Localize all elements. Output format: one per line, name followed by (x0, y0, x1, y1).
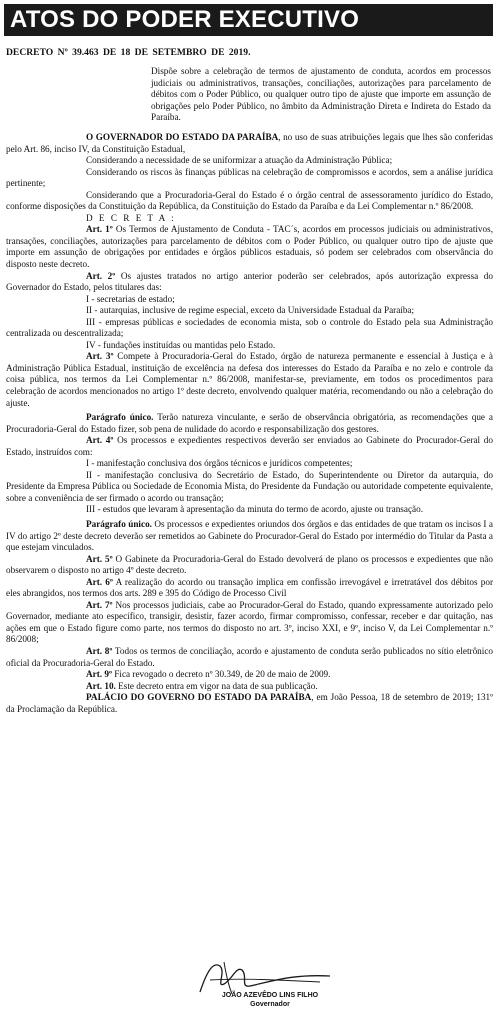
paragraph-label: Parágrafo único. (86, 412, 154, 423)
article-6 (6, 577, 493, 600)
article-label: Art. 6º (86, 576, 113, 587)
article-label: Art. 8º (86, 646, 113, 657)
article-text: Fica revogado o decreto nº 30.349, de 20 de maio de 2009. (112, 669, 331, 680)
document-page (6, 40, 493, 715)
article-text: Os Termos de Ajustamento de Conduta - TAC´s, acordos em processos judiciais ou administrativos, transações, conciliações, autorizações para parcelamento de débitos com o Poder Público, ou qualquer outro tipo de ajuste que importe em assunção de obrigações por entidades e órgãos públicos estaduais, só podem ser celebrados com observância do disposto neste decreto. (6, 224, 493, 269)
article-2-item-i: I - secretarias de estado; (86, 293, 175, 304)
article-4-item-ii: II - manifestação conclusiva do Secretário de Estado, do Superintendente ou Diretor da autarquia, do Presidente da Empresa Pública ou Sociedade de Economia Mista, do Presidente da Fundação ou autoridade competente equivalente, sobre a conveniência de ser firmado o acordo ou transação; (6, 469, 493, 503)
article-label: Art. 7º (86, 599, 113, 610)
signatory-role: Governador (250, 1001, 290, 1008)
article-label: Art. 2º (86, 270, 116, 281)
paragraph-text: Os processos e expedientes oriundos dos órgãos e das entidades de que tratam os incisos I a IV do artigo 2º deste decreto deverão ser remetidos ao Gabinete do Procurador-Geral do Estado por intermédio do Titular da Pasta a que estejam vinculados. (6, 519, 493, 553)
paragraph-text: Terão natureza vinculante, e serão de observância obrigatória, as recomendações que a Procuradoria-Geral do Estado fizer, sob pena de nulidade do acordo e responsabilização dos gestores. (6, 412, 493, 434)
paragraph-unico-2 (6, 519, 493, 554)
paragraph-unico-1 (6, 412, 493, 435)
article-2-item-iii: III - empresas públicas e sociedades de economia mista, sob o controle do Estado pela sua Administração centralizada ou descentralizada; (6, 316, 493, 339)
decree-summary: Dispõe sobre a celebração de termos de ajustamento de conduta, acordos em processos judiciais ou administrativos, transações, conciliações, autorizações para parcelamento de débitos com o Poder Público, ou qualquer outro tipo de ajuste que importe em assunção de obrigações pelo Poder Público, no âmbito da Administração Direta e Indireta do Estado da Paraíba. (151, 66, 491, 123)
considering-1: Considerando a necessidade de se uniformizar a atuação da Administração Pública; (86, 155, 393, 166)
article-1 (6, 224, 493, 270)
preamble-text: , no uso de suas atribuições legais que lhes são conferidas pelo Art. 86, inciso IV, da Constituição Estadual, (6, 131, 493, 154)
section-header: ATOS DO PODER EXECUTIVO (4, 4, 493, 36)
preamble (6, 132, 493, 155)
article-text: Os ajustes tratados no artigo anterior poderão ser celebrados, após autorização expressa do Governador do Estado, pelos titulares das: (6, 270, 493, 293)
article-label: Art. 3º (86, 351, 114, 362)
article-label: Art. 9º (86, 669, 112, 680)
article-label: Art. 10. (86, 680, 116, 691)
article-7 (6, 600, 493, 646)
article-2-item-iv: IV - fundações instituídas ou mantidas pelo Estado. (86, 339, 276, 350)
article-8 (6, 646, 493, 669)
article-text: Este decreto entra em vigor na data de sua publicação. (115, 680, 318, 691)
article-9 (6, 669, 493, 681)
article-2 (6, 271, 493, 294)
article-text: Compete à Procuradoria-Geral do Estado, órgão de natureza permanente e essencial à Justiça e à Administração Pública Estadual, instituição de excelência na defesa dos interesses do Estado da Paraíba e no zelo e controle da coisa pública, nos termos da Lei Complementar n.º 86/2008, manifestar-se, previamente, em todos os procedimentos para celebração de acordos mencionados no artigo 1º deste decreto, envolvendo qualquer matéria, recomendando ou não a celebração do ajuste. (6, 351, 493, 408)
governor-title: O GOVERNADOR DO ESTADO DA PARAÍBA (86, 131, 279, 142)
article-text: Todos os termos de conciliação, acordo e ajustamento de conduta serão publicados no sítio eletrônico oficial da Procuradoria-Geral do Estado. (6, 646, 493, 668)
closing (6, 692, 493, 715)
article-text: Nos processos judiciais, cabe ao Procurador-Geral do Estado, quando expressamente autorizado pelo Governador, mediante ato específico, transigir, desistir, fazer acordo, firmar compromisso, confessar, receber e dar quitação, nas ações em que o Estado figure como parte, nos termos do disposto no art. 3º, inciso XXI, e 9º, inciso V, da Lei Complementar n.º 86/2008; (6, 599, 493, 645)
decree-number: DECRETO Nº 39.463 DE 18 DE SETEMBRO DE 2019. (6, 47, 251, 58)
considering-3: Considerando que a Procuradoria-Geral do Estado é o órgão central de assessoramento jurídico do Estado, conforme disposições da Constituição da República, da Constituição do Estado da Paraíba e da Lei Complementar n.º 86/2008. (6, 189, 493, 212)
closing-text: , em João Pessoa, 18 de setembro de 2019; 131º da Proclamação da República. (6, 692, 493, 714)
article-label: Art. 4º (86, 435, 114, 446)
decreta-heading: D E C R E T A : (86, 212, 176, 223)
article-text: Os processos e expedientes respectivos deverão ser enviados ao Gabinete do Procurador-Geral do Estado, instruídos com: (6, 435, 493, 457)
paragraph-label: Parágrafo único. (86, 519, 152, 530)
article-label: Art. 1º (86, 224, 113, 235)
article-text: A realização do acordo ou transação implica em confissão irrevogável e irretratável dos débitos por eles abrangidos, nos termos dos arts. 289 e 395 do Código de Processo Civil (6, 576, 494, 599)
article-4-item-i: I - manifestação conclusiva dos órgãos técnicos e jurídicos competentes; (86, 458, 353, 469)
decree-body (6, 132, 493, 715)
article-4 (6, 435, 493, 458)
considering-2: Considerando os riscos às finanças públicas na celebração de compromissos e acordos, sem a análise jurídica pertinente; (6, 166, 493, 189)
article-2-item-ii: II - autarquias, inclusive de regime especial, exceto da Universidade Estadual da Paraíba; (86, 305, 415, 316)
article-10 (6, 681, 493, 693)
article-4-item-iii: III - estudos que levaram à apresentação da minuta do termo de acordo, ajuste ou transação. (86, 504, 423, 515)
signature-block (170, 958, 370, 1018)
article-label: Art. 5º (86, 553, 113, 564)
signatory-name: JOÃO AZEVÊDO LINS FILHO (221, 992, 319, 999)
article-5 (6, 554, 493, 577)
article-3 (6, 351, 493, 409)
article-text: O Gabinete da Procuradoria-Geral do Estado devolverá de plano os processos e expedientes que não observarem o disposto no artigo 4º deste decreto. (6, 553, 493, 576)
palace-name: PALÁCIO DO GOVERNO DO ESTADO DA PARAÍBA (86, 692, 312, 703)
